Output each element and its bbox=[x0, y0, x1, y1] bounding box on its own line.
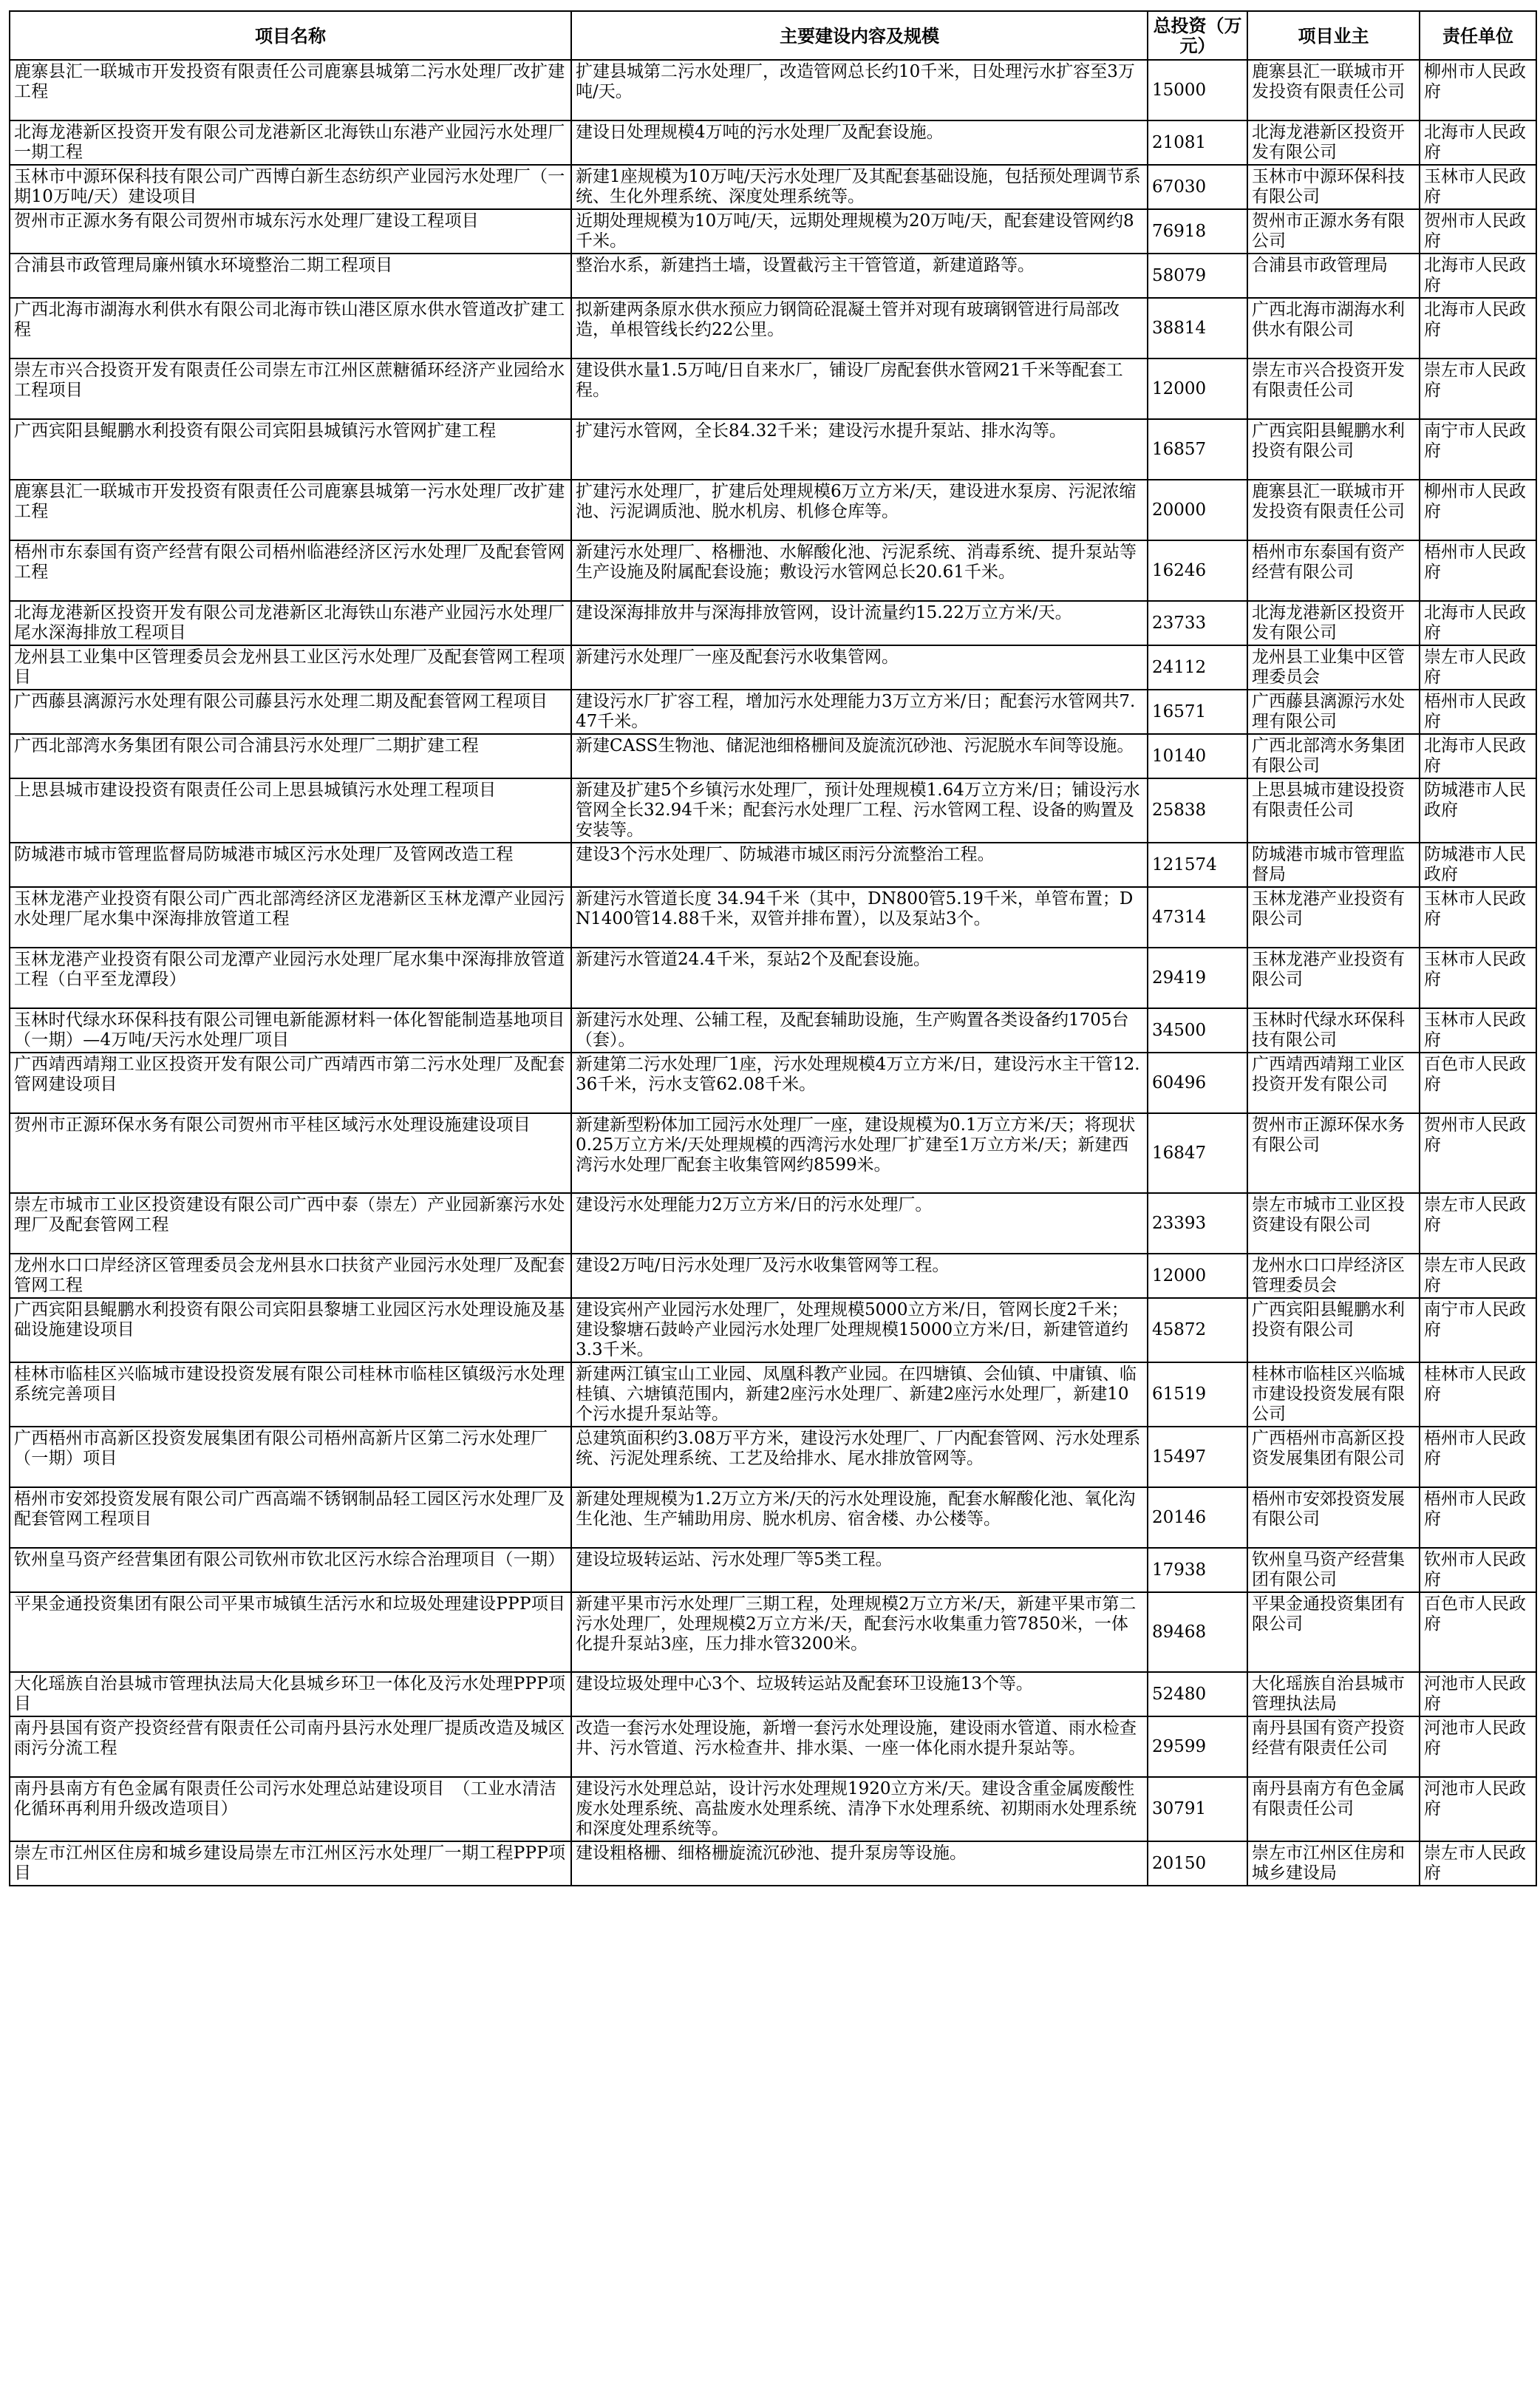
total-investment-cell: 16857 bbox=[1148, 419, 1247, 480]
responsible-unit-cell: 防城港市人民政府 bbox=[1420, 778, 1536, 843]
project-owner-cell: 广西藤县漓源污水处理有限公司 bbox=[1247, 690, 1420, 734]
project-owner-cell: 玉林龙港产业投资有限公司 bbox=[1247, 887, 1420, 948]
project-name-cell: 钦州皇马资产经营集团有限公司钦州市钦北区污水综合治理项目（一期） bbox=[10, 1548, 571, 1592]
construction-content-cell: 建设垃圾转运站、污水处理厂等5类工程。 bbox=[571, 1548, 1148, 1592]
project-name-cell: 北海龙港新区投资开发有限公司龙港新区北海铁山东港产业园污水处理厂一期工程 bbox=[10, 120, 571, 165]
project-owner-cell: 梧州市东泰国有资产经营有限公司 bbox=[1247, 540, 1420, 601]
construction-content-cell: 建设供水量1.5万吨/日自来水厂，铺设厂房配套供水管网21千米等配套工程。 bbox=[571, 359, 1148, 419]
construction-content-cell: 新建污水处理厂一座及配套污水收集管网。 bbox=[571, 645, 1148, 690]
project-name-cell: 上思县城市建设投资有限责任公司上思县城镇污水处理工程项目 bbox=[10, 778, 571, 843]
construction-content-cell: 新建污水管道长度 34.94千米（其中，DN800管5.19千米，单管布置；DN1400管14.88千米，双管并排布置），以及泵站3个。 bbox=[571, 887, 1148, 948]
table-row bbox=[10, 165, 1536, 209]
project-name-cell: 龙州水口口岸经济区管理委员会龙州县水口扶贫产业园污水处理厂及配套管网工程 bbox=[10, 1254, 571, 1298]
responsible-unit-cell: 北海市人民政府 bbox=[1420, 298, 1536, 359]
responsible-unit-cell: 梧州市人民政府 bbox=[1420, 1487, 1536, 1548]
header-total-investment: 总投资（万元） bbox=[1148, 11, 1247, 60]
total-investment-cell: 12000 bbox=[1148, 1254, 1247, 1298]
project-owner-cell: 合浦县市政管理局 bbox=[1247, 254, 1420, 298]
responsible-unit-cell: 北海市人民政府 bbox=[1420, 734, 1536, 778]
project-name-cell: 崇左市城市工业区投资建设有限公司广西中泰（崇左）产业园新寨污水处理厂及配套管网工程 bbox=[10, 1193, 571, 1254]
construction-content-cell: 新建两江镇宝山工业园、凤凰科教产业园。在四塘镇、会仙镇、中庸镇、临桂镇、六塘镇范围内，新建2座污水处理厂、新建2座污水处理厂，新建10个污水提升泵站等。 bbox=[571, 1362, 1148, 1427]
table-row bbox=[10, 419, 1536, 480]
table-row bbox=[10, 480, 1536, 540]
project-name-cell: 玉林市中源环保科技有限公司广西博白新生态纺织产业园污水处理厂（一期10万吨/天）建设项目 bbox=[10, 165, 571, 209]
table-row bbox=[10, 1008, 1536, 1053]
project-owner-cell: 广西梧州市高新区投资发展集团有限公司 bbox=[1247, 1427, 1420, 1487]
table-row bbox=[10, 1193, 1536, 1254]
construction-content-cell: 新建CASS生物池、储泥池细格栅间及旋流沉砂池、污泥脱水车间等设施。 bbox=[571, 734, 1148, 778]
responsible-unit-cell: 梧州市人民政府 bbox=[1420, 540, 1536, 601]
responsible-unit-cell: 南宁市人民政府 bbox=[1420, 419, 1536, 480]
table-row bbox=[10, 1487, 1536, 1548]
responsible-unit-cell: 玉林市人民政府 bbox=[1420, 1008, 1536, 1053]
responsible-unit-cell: 百色市人民政府 bbox=[1420, 1592, 1536, 1672]
project-name-cell: 桂林市临桂区兴临城市建设投资发展有限公司桂林市临桂区镇级污水处理系统完善项目 bbox=[10, 1362, 571, 1427]
construction-content-cell: 建设深海排放井与深海排放管网，设计流量约15.22万立方米/天。 bbox=[571, 601, 1148, 645]
table-row bbox=[10, 1113, 1536, 1193]
total-investment-cell: 30791 bbox=[1148, 1777, 1247, 1841]
project-owner-cell: 南丹县南方有色金属有限责任公司 bbox=[1247, 1777, 1420, 1841]
project-name-cell: 玉林龙港产业投资有限公司龙潭产业园污水处理厂尾水集中深海排放管道工程（白平至龙潭段） bbox=[10, 948, 571, 1008]
project-name-cell: 防城港市城市管理监督局防城港市城区污水处理厂及管网改造工程 bbox=[10, 843, 571, 887]
header-project-name: 项目名称 bbox=[10, 11, 571, 60]
table-row bbox=[10, 1716, 1536, 1777]
project-owner-cell: 广西北海市湖海水利供水有限公司 bbox=[1247, 298, 1420, 359]
construction-content-cell: 拟新建两条原水供水预应力钢筒砼混凝土管并对现有玻璃钢管进行局部改造，单根管线长约22公里。 bbox=[571, 298, 1148, 359]
table-row bbox=[10, 1672, 1536, 1716]
responsible-unit-cell: 河池市人民政府 bbox=[1420, 1777, 1536, 1841]
construction-content-cell: 新建及扩建5个乡镇污水处理厂，预计处理规模1.64万立方米/日；铺设污水管网全长32.94千米；配套污水处理厂工程、污水管网工程、设备的购置及安装等。 bbox=[571, 778, 1148, 843]
responsible-unit-cell: 百色市人民政府 bbox=[1420, 1053, 1536, 1113]
total-investment-cell: 20146 bbox=[1148, 1487, 1247, 1548]
project-owner-cell: 玉林市中源环保科技有限公司 bbox=[1247, 165, 1420, 209]
table-row bbox=[10, 120, 1536, 165]
construction-content-cell: 建设2万吨/日污水处理厂及污水收集管网等工程。 bbox=[571, 1254, 1148, 1298]
responsible-unit-cell: 河池市人民政府 bbox=[1420, 1672, 1536, 1716]
responsible-unit-cell: 柳州市人民政府 bbox=[1420, 480, 1536, 540]
responsible-unit-cell: 崇左市人民政府 bbox=[1420, 1841, 1536, 1886]
project-owner-cell: 钦州皇马资产经营集团有限公司 bbox=[1247, 1548, 1420, 1592]
project-owner-cell: 防城港市城市管理监督局 bbox=[1247, 843, 1420, 887]
project-name-cell: 贺州市正源水务有限公司贺州市城东污水处理厂建设工程项目 bbox=[10, 209, 571, 254]
total-investment-cell: 17938 bbox=[1148, 1548, 1247, 1592]
project-owner-cell: 鹿寨县汇一联城市开发投资有限责任公司 bbox=[1247, 60, 1420, 120]
total-investment-cell: 34500 bbox=[1148, 1008, 1247, 1053]
total-investment-cell: 25838 bbox=[1148, 778, 1247, 843]
project-owner-cell: 广西宾阳县鲲鹏水利投资有限公司 bbox=[1247, 419, 1420, 480]
table-row bbox=[10, 1548, 1536, 1592]
construction-content-cell: 整治水系，新建挡土墙，设置截污主干管管道，新建道路等。 bbox=[571, 254, 1148, 298]
construction-content-cell: 近期处理规模为10万吨/天，远期处理规模为20万吨/天，配套建设管网约8千米。 bbox=[571, 209, 1148, 254]
construction-content-cell: 新建1座规模为10万吨/天污水处理厂及其配套基础设施，包括预处理调节系统、生化外理系统、深度处理系统等。 bbox=[571, 165, 1148, 209]
total-investment-cell: 20000 bbox=[1148, 480, 1247, 540]
construction-content-cell: 建设粗格栅、细格栅旋流沉砂池、提升泵房等设施。 bbox=[571, 1841, 1148, 1886]
construction-content-cell: 扩建污水管网，全长84.32千米；建设污水提升泵站、排水沟等。 bbox=[571, 419, 1148, 480]
total-investment-cell: 52480 bbox=[1148, 1672, 1247, 1716]
project-owner-cell: 北海龙港新区投资开发有限公司 bbox=[1247, 601, 1420, 645]
total-investment-cell: 38814 bbox=[1148, 298, 1247, 359]
responsible-unit-cell: 玉林市人民政府 bbox=[1420, 165, 1536, 209]
project-owner-cell: 崇左市城市工业区投资建设有限公司 bbox=[1247, 1193, 1420, 1254]
total-investment-cell: 23393 bbox=[1148, 1193, 1247, 1254]
project-name-cell: 广西藤县漓源污水处理有限公司藤县污水处理二期及配套管网工程项目 bbox=[10, 690, 571, 734]
total-investment-cell: 16246 bbox=[1148, 540, 1247, 601]
table-row bbox=[10, 1592, 1536, 1672]
total-investment-cell: 20150 bbox=[1148, 1841, 1247, 1886]
total-investment-cell: 15000 bbox=[1148, 60, 1247, 120]
project-name-cell: 梧州市安郊投资发展有限公司广西高端不锈钢制品轻工园区污水处理厂及配套管网工程项目 bbox=[10, 1487, 571, 1548]
responsible-unit-cell: 贺州市人民政府 bbox=[1420, 1113, 1536, 1193]
project-name-cell: 合浦县市政管理局廉州镇水环境整治二期工程项目 bbox=[10, 254, 571, 298]
header-construction-content: 主要建设内容及规模 bbox=[571, 11, 1148, 60]
responsible-unit-cell: 崇左市人民政府 bbox=[1420, 645, 1536, 690]
project-table bbox=[9, 10, 1537, 1886]
project-name-cell: 崇左市江州区住房和城乡建设局崇左市江州区污水处理厂一期工程PPP项目 bbox=[10, 1841, 571, 1886]
construction-content-cell: 建设污水处理能力2万立方米/日的污水处理厂。 bbox=[571, 1193, 1148, 1254]
table-row bbox=[10, 1254, 1536, 1298]
total-investment-cell: 29419 bbox=[1148, 948, 1247, 1008]
total-investment-cell: 47314 bbox=[1148, 887, 1247, 948]
construction-content-cell: 新建污水处理厂、格栅池、水解酸化池、污泥系统、消毒系统、提升泵站等生产设施及附属配套设施；敷设污水管网总长20.61千米。 bbox=[571, 540, 1148, 601]
project-name-cell: 平果金通投资集团有限公司平果市城镇生活污水和垃圾处理建设PPP项目 bbox=[10, 1592, 571, 1672]
project-owner-cell: 玉林龙港产业投资有限公司 bbox=[1247, 948, 1420, 1008]
project-owner-cell: 北海龙港新区投资开发有限公司 bbox=[1247, 120, 1420, 165]
table-row bbox=[10, 645, 1536, 690]
total-investment-cell: 60496 bbox=[1148, 1053, 1247, 1113]
construction-content-cell: 新建平果市污水处理厂三期工程，处理规模2万立方米/天，新建平果市第二污水处理厂，处理规模2万立方米/天，配套污水收集重力管7850米，一体化提升泵站3座，压力排水管3200米。 bbox=[571, 1592, 1148, 1672]
table-row bbox=[10, 1777, 1536, 1841]
total-investment-cell: 16847 bbox=[1148, 1113, 1247, 1193]
responsible-unit-cell: 北海市人民政府 bbox=[1420, 601, 1536, 645]
project-owner-cell: 鹿寨县汇一联城市开发投资有限责任公司 bbox=[1247, 480, 1420, 540]
project-owner-cell: 南丹县国有资产投资经营有限责任公司 bbox=[1247, 1716, 1420, 1777]
responsible-unit-cell: 贺州市人民政府 bbox=[1420, 209, 1536, 254]
responsible-unit-cell: 玉林市人民政府 bbox=[1420, 948, 1536, 1008]
table-row bbox=[10, 1362, 1536, 1427]
responsible-unit-cell: 南宁市人民政府 bbox=[1420, 1298, 1536, 1362]
construction-content-cell: 新建第二污水处理厂1座，污水处理规模4万立方米/日，建设污水主干管12.36千米，污水支管62.08千米。 bbox=[571, 1053, 1148, 1113]
table-row bbox=[10, 778, 1536, 843]
table-row bbox=[10, 540, 1536, 601]
project-name-cell: 玉林龙港产业投资有限公司广西北部湾经济区龙港新区玉林龙潭产业园污水处理厂尾水集中深海排放管道工程 bbox=[10, 887, 571, 948]
project-owner-cell: 上思县城市建设投资有限责任公司 bbox=[1247, 778, 1420, 843]
table-row bbox=[10, 1298, 1536, 1362]
table-row bbox=[10, 601, 1536, 645]
responsible-unit-cell: 防城港市人民政府 bbox=[1420, 843, 1536, 887]
header-responsible-unit: 责任单位 bbox=[1420, 11, 1536, 60]
construction-content-cell: 建设3个污水处理厂、防城港市城区雨污分流整治工程。 bbox=[571, 843, 1148, 887]
total-investment-cell: 29599 bbox=[1148, 1716, 1247, 1777]
construction-content-cell: 建设污水处理总站，设计污水处理规1920立方米/天。建设含重金属废酸性废水处理系统、高盐废水处理系统、清净下水处理系统、初期雨水处理系统和深度处理系统等。 bbox=[571, 1777, 1148, 1841]
total-investment-cell: 24112 bbox=[1148, 645, 1247, 690]
table-row bbox=[10, 209, 1536, 254]
table-header-row bbox=[10, 11, 1536, 60]
total-investment-cell: 21081 bbox=[1148, 120, 1247, 165]
total-investment-cell: 15497 bbox=[1148, 1427, 1247, 1487]
project-name-cell: 梧州市东泰国有资产经营有限公司梧州临港经济区污水处理厂及配套管网工程 bbox=[10, 540, 571, 601]
construction-content-cell: 建设垃圾处理中心3个、垃圾转运站及配套环卫设施13个等。 bbox=[571, 1672, 1148, 1716]
responsible-unit-cell: 梧州市人民政府 bbox=[1420, 1427, 1536, 1487]
project-owner-cell: 平果金通投资集团有限公司 bbox=[1247, 1592, 1420, 1672]
total-investment-cell: 67030 bbox=[1148, 165, 1247, 209]
project-owner-cell: 崇左市兴合投资开发有限责任公司 bbox=[1247, 359, 1420, 419]
project-name-cell: 崇左市兴合投资开发有限责任公司崇左市江州区蔗糖循环经济产业园给水工程项目 bbox=[10, 359, 571, 419]
responsible-unit-cell: 崇左市人民政府 bbox=[1420, 359, 1536, 419]
responsible-unit-cell: 柳州市人民政府 bbox=[1420, 60, 1536, 120]
table-row bbox=[10, 254, 1536, 298]
table-row bbox=[10, 690, 1536, 734]
project-name-cell: 贺州市正源环保水务有限公司贺州市平桂区域污水处理设施建设项目 bbox=[10, 1113, 571, 1193]
construction-content-cell: 新建污水处理、公辅工程，及配套辅助设施，生产购置各类设备约1705台（套）。 bbox=[571, 1008, 1148, 1053]
table-row bbox=[10, 887, 1536, 948]
project-owner-cell: 广西靖西靖翔工业区投资开发有限公司 bbox=[1247, 1053, 1420, 1113]
construction-content-cell: 改造一套污水处理设施，新增一套污水处理设施，建设雨水管道、雨水检查井、污水管道、污水检查井、排水渠、一座一体化雨水提升泵站等。 bbox=[571, 1716, 1148, 1777]
project-owner-cell: 贺州市正源环保水务有限公司 bbox=[1247, 1113, 1420, 1193]
project-owner-cell: 龙州水口口岸经济区管理委员会 bbox=[1247, 1254, 1420, 1298]
project-name-cell: 广西梧州市高新区投资发展集团有限公司梧州高新片区第二污水处理厂（一期）项目 bbox=[10, 1427, 571, 1487]
project-owner-cell: 大化瑶族自治县城市管理执法局 bbox=[1247, 1672, 1420, 1716]
header-project-owner: 项目业主 bbox=[1247, 11, 1420, 60]
construction-content-cell: 新建新型粉体加工园污水处理厂一座，建设规模为0.1万立方米/天；将现状0.25万立方米/天处理规模的西湾污水处理厂扩建至1万立方米/天；新建西湾污水处理厂配套主收集管网约8599米。 bbox=[571, 1113, 1148, 1193]
total-investment-cell: 76918 bbox=[1148, 209, 1247, 254]
table-row bbox=[10, 298, 1536, 359]
responsible-unit-cell: 崇左市人民政府 bbox=[1420, 1193, 1536, 1254]
construction-content-cell: 建设宾州产业园污水处理厂，处理规模5000立方米/日，管网长度2千米；建设黎塘石鼓岭产业园污水处理厂处理规模15000立方米/日，新建管道约3.3千米。 bbox=[571, 1298, 1148, 1362]
responsible-unit-cell: 玉林市人民政府 bbox=[1420, 887, 1536, 948]
construction-content-cell: 扩建县城第二污水处理厂，改造管网总长约10千米，日处理污水扩容至3万吨/天。 bbox=[571, 60, 1148, 120]
table-row bbox=[10, 60, 1536, 120]
project-name-cell: 鹿寨县汇一联城市开发投资有限责任公司鹿寨县城第一污水处理厂改扩建工程 bbox=[10, 480, 571, 540]
project-owner-cell: 梧州市安郊投资发展有限公司 bbox=[1247, 1487, 1420, 1548]
construction-content-cell: 总建筑面积约3.08万平方米，建设污水处理厂、厂内配套管网、污水处理系统、污泥处理系统、工艺及给排水、尾水排放管网等。 bbox=[571, 1427, 1148, 1487]
project-owner-cell: 广西宾阳县鲲鹏水利投资有限公司 bbox=[1247, 1298, 1420, 1362]
construction-content-cell: 新建污水管道24.4千米，泵站2个及配套设施。 bbox=[571, 948, 1148, 1008]
table-row bbox=[10, 359, 1536, 419]
project-owner-cell: 崇左市江州区住房和城乡建设局 bbox=[1247, 1841, 1420, 1886]
responsible-unit-cell: 梧州市人民政府 bbox=[1420, 690, 1536, 734]
responsible-unit-cell: 崇左市人民政府 bbox=[1420, 1254, 1536, 1298]
responsible-unit-cell: 北海市人民政府 bbox=[1420, 120, 1536, 165]
project-name-cell: 广西北部湾水务集团有限公司合浦县污水处理厂二期扩建工程 bbox=[10, 734, 571, 778]
project-owner-cell: 贺州市正源水务有限公司 bbox=[1247, 209, 1420, 254]
project-name-cell: 广西靖西靖翔工业区投资开发有限公司广西靖西市第二污水处理厂及配套管网建设项目 bbox=[10, 1053, 571, 1113]
project-name-cell: 玉林时代绿水环保科技有限公司锂电新能源材料一体化智能制造基地项目（一期）—4万吨/天污水处理厂项目 bbox=[10, 1008, 571, 1053]
responsible-unit-cell: 河池市人民政府 bbox=[1420, 1716, 1536, 1777]
construction-content-cell: 新建处理规模为1.2万立方米/天的污水处理设施，配套水解酸化池、氧化沟生化池、生产辅助用房、脱水机房、宿舍楼、办公楼等。 bbox=[571, 1487, 1148, 1548]
project-name-cell: 南丹县南方有色金属有限责任公司污水处理总站建设项目 （工业水清洁化循环再利用升级改造项目） bbox=[10, 1777, 571, 1841]
responsible-unit-cell: 钦州市人民政府 bbox=[1420, 1548, 1536, 1592]
construction-content-cell: 建设日处理规模4万吨的污水处理厂及配套设施。 bbox=[571, 120, 1148, 165]
table-row bbox=[10, 1427, 1536, 1487]
project-name-cell: 南丹县国有资产投资经营有限责任公司南丹县污水处理厂提质改造及城区雨污分流工程 bbox=[10, 1716, 571, 1777]
responsible-unit-cell: 北海市人民政府 bbox=[1420, 254, 1536, 298]
table-row bbox=[10, 948, 1536, 1008]
project-name-cell: 大化瑶族自治县城市管理执法局大化县城乡环卫一体化及污水处理PPP项目 bbox=[10, 1672, 571, 1716]
responsible-unit-cell: 桂林市人民政府 bbox=[1420, 1362, 1536, 1427]
table-row bbox=[10, 734, 1536, 778]
total-investment-cell: 58079 bbox=[1148, 254, 1247, 298]
project-owner-cell: 广西北部湾水务集团有限公司 bbox=[1247, 734, 1420, 778]
project-name-cell: 广西北海市湖海水利供水有限公司北海市铁山港区原水供水管道改扩建工程 bbox=[10, 298, 571, 359]
total-investment-cell: 89468 bbox=[1148, 1592, 1247, 1672]
table-row bbox=[10, 1841, 1536, 1886]
project-owner-cell: 玉林时代绿水环保科技有限公司 bbox=[1247, 1008, 1420, 1053]
project-owner-cell: 桂林市临桂区兴临城市建设投资发展有限公司 bbox=[1247, 1362, 1420, 1427]
project-name-cell: 广西宾阳县鲲鹏水利投资有限公司宾阳县黎塘工业园区污水处理设施及基础设施建设项目 bbox=[10, 1298, 571, 1362]
total-investment-cell: 121574 bbox=[1148, 843, 1247, 887]
total-investment-cell: 12000 bbox=[1148, 359, 1247, 419]
total-investment-cell: 10140 bbox=[1148, 734, 1247, 778]
construction-content-cell: 建设污水厂扩容工程，增加污水处理能力3万立方米/日；配套污水管网共7.47千米。 bbox=[571, 690, 1148, 734]
project-owner-cell: 龙州县工业集中区管理委员会 bbox=[1247, 645, 1420, 690]
total-investment-cell: 16571 bbox=[1148, 690, 1247, 734]
project-name-cell: 广西宾阳县鲲鹏水利投资有限公司宾阳县城镇污水管网扩建工程 bbox=[10, 419, 571, 480]
table-row bbox=[10, 843, 1536, 887]
project-name-cell: 鹿寨县汇一联城市开发投资有限责任公司鹿寨县城第二污水处理厂改扩建工程 bbox=[10, 60, 571, 120]
project-name-cell: 龙州县工业集中区管理委员会龙州县工业区污水处理厂及配套管网工程项目 bbox=[10, 645, 571, 690]
total-investment-cell: 61519 bbox=[1148, 1362, 1247, 1427]
construction-content-cell: 扩建污水处理厂，扩建后处理规模6万立方米/天，建设进水泵房、污泥浓缩池、污泥调质池、脱水机房、机修仓库等。 bbox=[571, 480, 1148, 540]
table-row bbox=[10, 1053, 1536, 1113]
total-investment-cell: 45872 bbox=[1148, 1298, 1247, 1362]
project-name-cell: 北海龙港新区投资开发有限公司龙港新区北海铁山东港产业园污水处理厂尾水深海排放工程项目 bbox=[10, 601, 571, 645]
total-investment-cell: 23733 bbox=[1148, 601, 1247, 645]
